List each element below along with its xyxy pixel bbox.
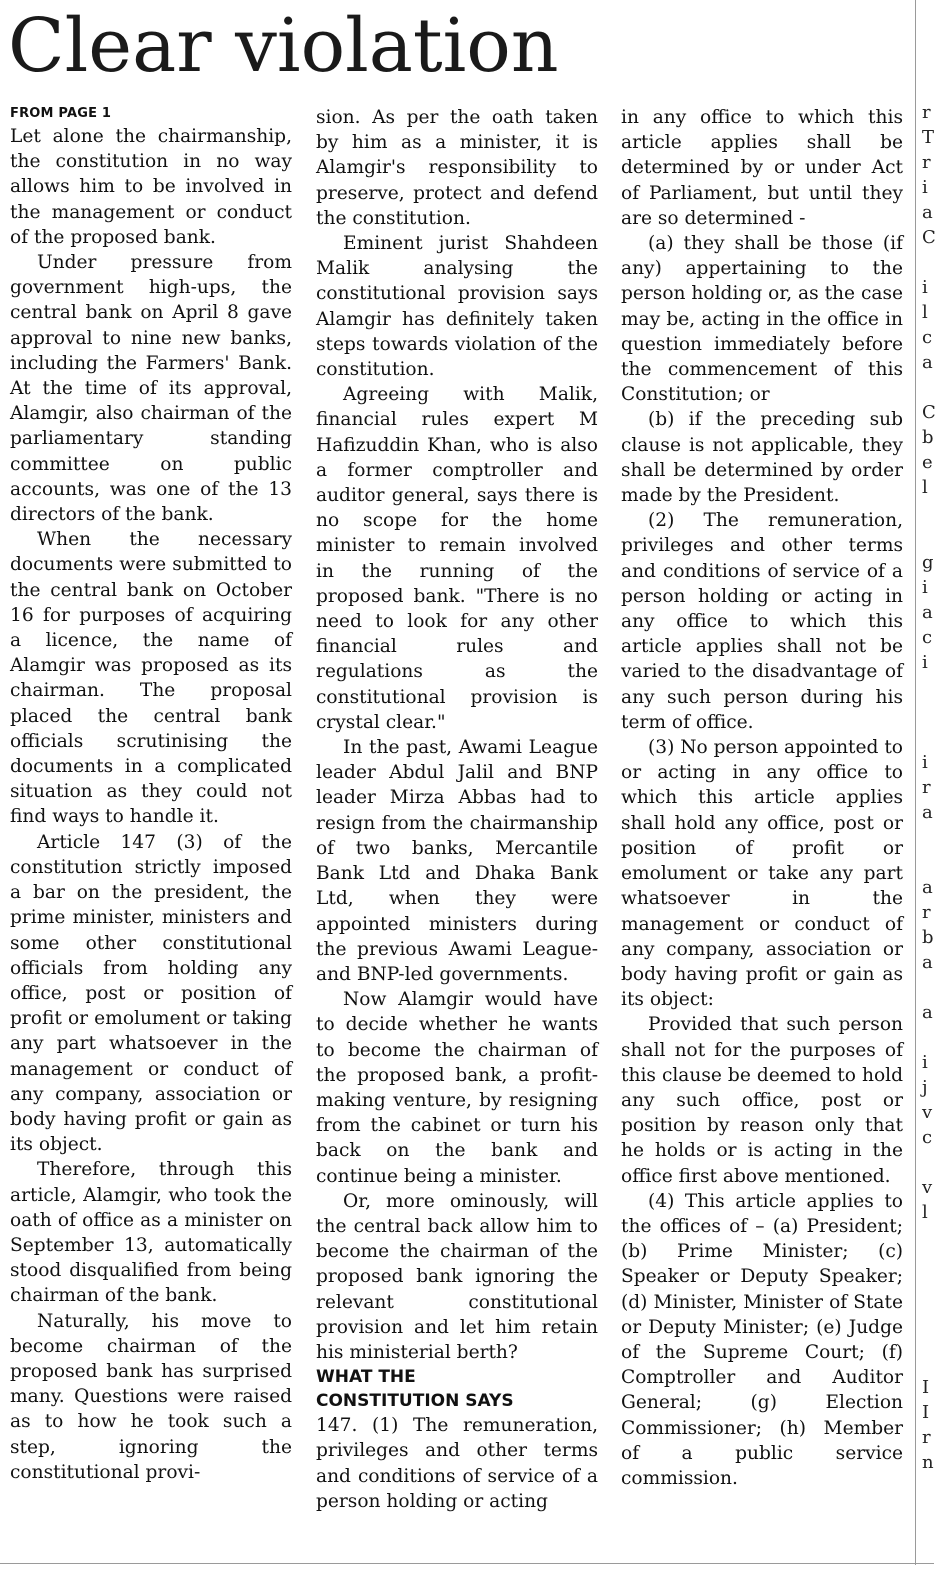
headline: Clear violation — [8, 3, 559, 89]
constitution-text: 147. (1) The remuneration, privileges and other terms and conditions of service of a person holding or acting — [316, 1415, 598, 1512]
section-subhead — [316, 1365, 598, 1413]
paragraph: When the necessary documents were submitted to the central bank on October 16 for purposes of acquiring a licence, the name of Alamgir was proposed as its chairman. The proposal placed the central bank officials scrutinising the documents in a complicated situation as they could not find ways to handle it. — [10, 529, 292, 828]
constitution-text: in any office to which this article applies shall be determined by or under Act of Parliament, but until they are so determined - — [621, 107, 903, 229]
article-column-3 — [621, 105, 903, 1491]
article-column-1 — [10, 105, 292, 1485]
paragraph: Under pressure from government high-ups, the central bank on April 8 gave approval to nine new banks, including the Farmers' Bank. At the time of its approval, Alamgir, also chairman of the parliamentary standing committee on public accounts, was one of the 13 directors of the bank. — [10, 252, 292, 526]
subhead-line: WHAT THE — [316, 1367, 416, 1388]
constitution-clause: (3) No person appointed to or acting in any office to which this article applies shall hold any office, post or position of profit or emolument or take any part whatsoever in the management or conduct of any company, association or body having profit or gain as its object: — [621, 737, 904, 1011]
paragraph: sion. As per the oath taken by him as a minister, it is Alamgir's responsibility to preserve, protect and defend the constitution. — [316, 107, 598, 229]
paragraph: Now Alamgir would have to decide whether he wants to become the chairman of the proposed bank, a profit-making venture, by resigning from the cabinet or turn his back on the bank and continue being a minister. — [316, 989, 598, 1187]
article-column-2 — [316, 105, 598, 1514]
constitution-clause: (b) if the preceding sub clause is not applicable, they shall be determined by order made by the President. — [621, 409, 903, 507]
adjacent-article-edge: r T r i a C i l c a C b e l g i a c i i r a a r b a a i j v c v l I I r n — [922, 102, 936, 1473]
constitution-clause: (2) The remuneration, privileges and other terms and conditions of service of a person holding or acting in any office to which this article applies shall not be varied to the disadvantage of any such person during his term of office. — [621, 510, 903, 733]
bottom-rule — [0, 1563, 934, 1564]
constitution-clause: Provided that such person shall not for the purposes of this clause be deemed to hold any such office, post or position by reason only that he holds or is acting in the office first above mentioned. — [621, 1014, 903, 1187]
paragraph: Or, more ominously, will the central back allow him to become the chairman of the proposed bank ignoring the relevant constitutional provision and let him retain his ministerial berth? — [316, 1190, 598, 1363]
constitution-clause: (4) This article applies to the offices of – (a) President; (b) Prime Minister; (c) Speaker or Deputy Speaker; (d) Minister, Minister of State or Deputy Minister; (e) Judge of the Supreme Court; (f) Comptroller and Auditor General; (g) Election Commissioner; (h) Member of a public service commission. — [621, 1190, 903, 1489]
paragraph: Let alone the chairmanship, the constitution in no way allows him to be involved in the management or conduct of the proposed bank. — [10, 126, 292, 248]
column-divider — [915, 0, 916, 1565]
subhead-line: CONSTITUTION SAYS — [316, 1391, 514, 1412]
from-page-kicker: FROM PAGE 1 — [10, 106, 112, 121]
paragraph: In the past, Awami League leader Abdul Jalil and BNP leader Mirza Abbas had to resign from the chairmanship of two banks, Mercantile Bank Ltd and Dhaka Bank Ltd, when they were appointed ministers during the previous Awami League- and BNP-led governments. — [316, 737, 598, 985]
paragraph: Agreeing with Malik, financial rules expert M Hafizuddin Khan, who is also a former comptroller and auditor general, says there is no scope for the home minister to remain involved in the running of the proposed bank. "There is no need to look for any other financial rules and regulations as the constitutional provision is crystal clear." — [316, 384, 598, 733]
paragraph: Article 147 (3) of the constitution strictly imposed a bar on the president, the prime minister, ministers and some other constitutional officials from holding any office, post or position of profit or emolument or taking any part whatsoever in the management or conduct of any company, association or body having profit or gain as its object. — [10, 831, 292, 1156]
paragraph: Naturally, his move to become chairman of the proposed bank has surprised many. Questions were raised as to how he took such a step, ignoring the constitutional provi- — [10, 1310, 292, 1483]
constitution-clause: (a) they shall be those (if any) appertaining to the person holding or, as the case may be, acting in the office in question immediately before the commencement of this Constitution; or — [621, 233, 903, 406]
paragraph: Therefore, through this article, Alamgir, who took the oath of office as a minister on September 13, automatically stood disqualified from being chairman of the bank. — [10, 1159, 292, 1307]
paragraph: Eminent jurist Shahdeen Malik analysing the constitutional provision says Alamgir has definitely taken steps towards violation of the constitution. — [316, 233, 598, 381]
